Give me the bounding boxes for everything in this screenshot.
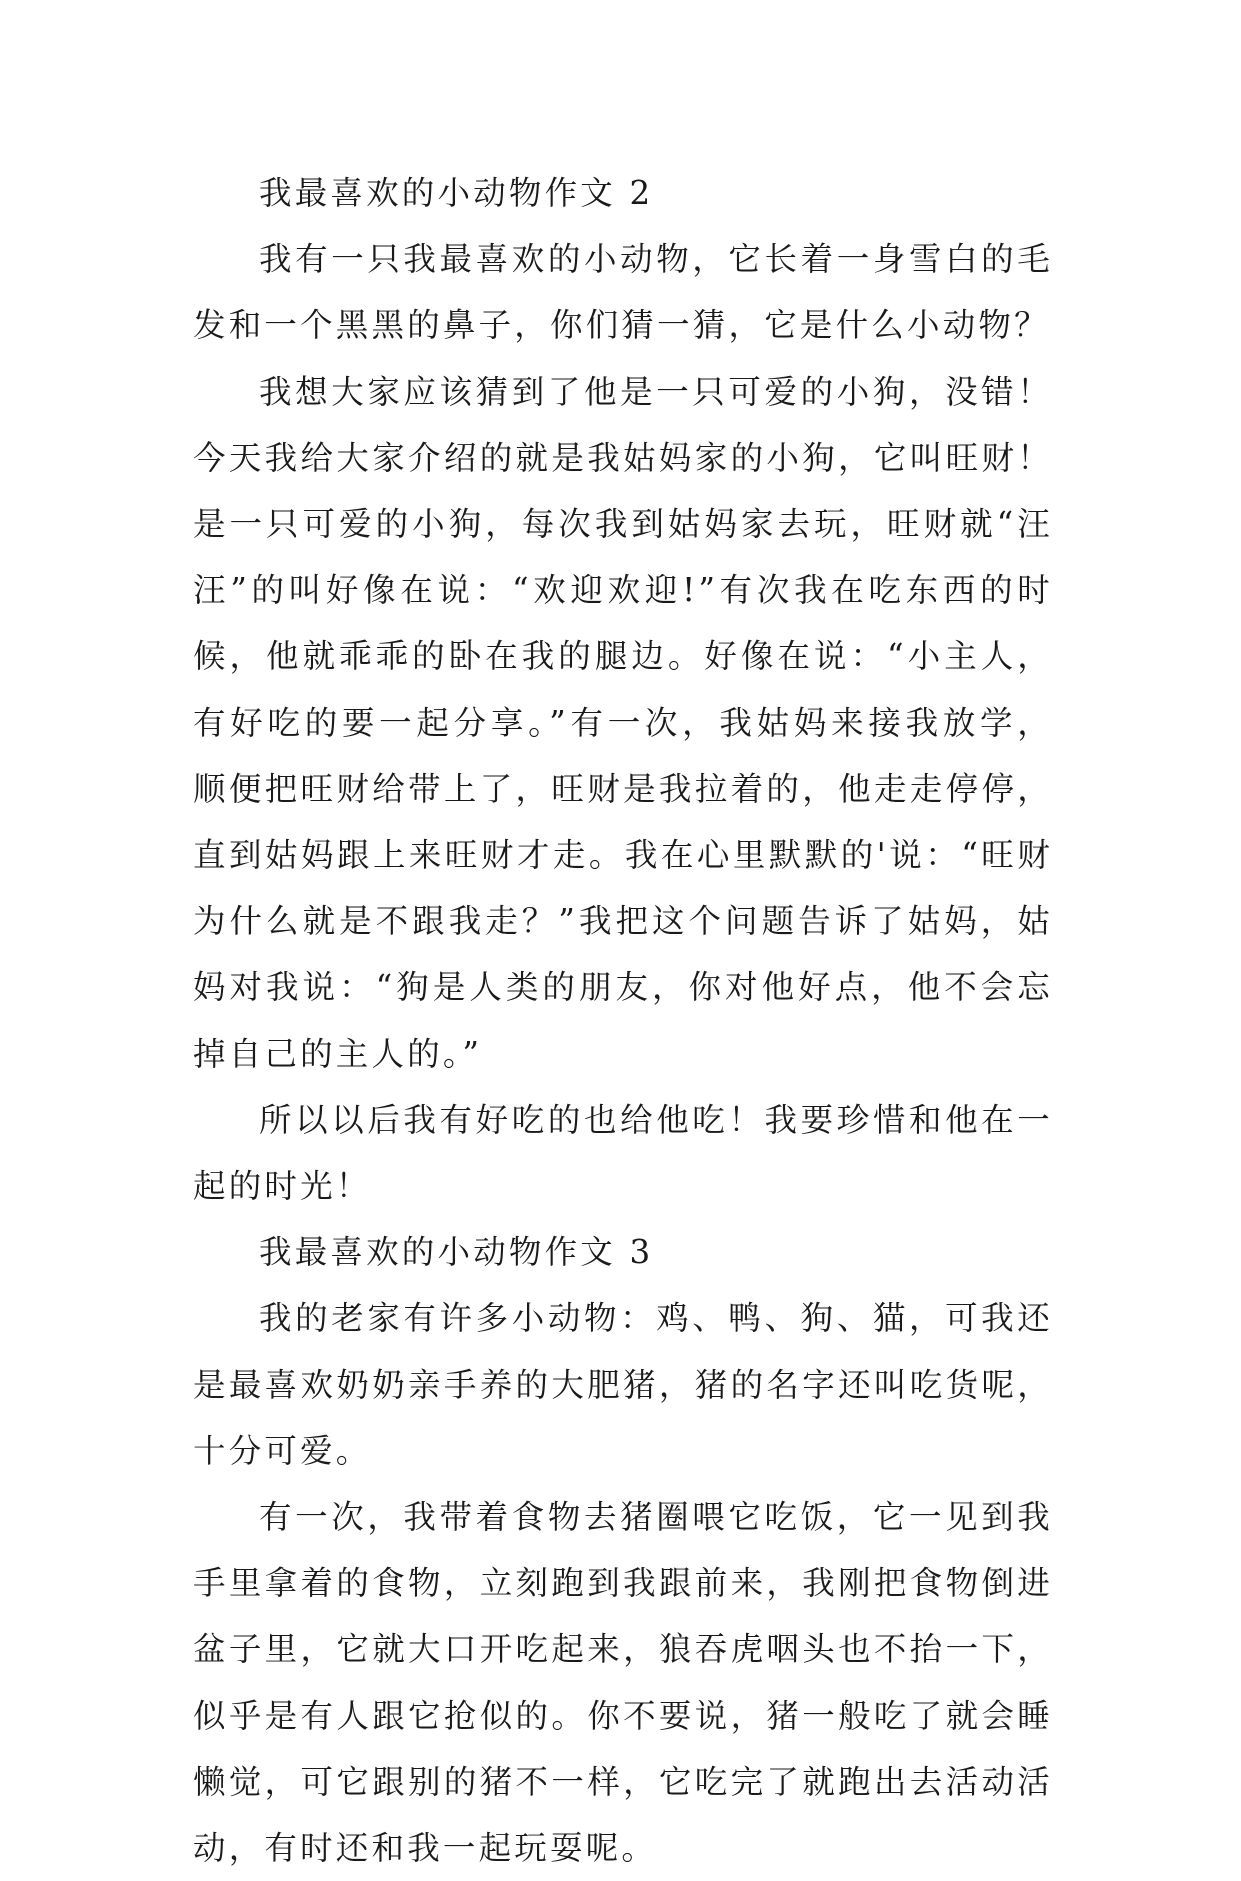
essay-3-paragraph-1: 我的老家有许多小动物：鸡、鸭、狗、猫，可我还是最喜欢奶奶亲手养的大肥猪，猪的名字还叫吃货呢，十分可爱。 — [193, 1299, 1053, 1470]
essay-2-paragraph-1: 我有一只我最喜欢的小动物，它长着一身雪白的毛发和一个黑黑的鼻子，你们猜一猜，它是什么小动物？ — [193, 240, 1053, 345]
essay-title-2: 我最喜欢的小动物作文 2 — [259, 174, 654, 212]
essay-2-paragraph-3: 所以以后我有好吃的也给他吃！我要珍惜和他在一起的时光！ — [193, 1100, 1053, 1206]
essay-title-3: 我最喜欢的小动物作文 3 — [259, 1233, 654, 1272]
essay-3-paragraph-2: 有一次，我带着食物去猪圈喂它吃饭，它一见到我手里拿着的食物，立刻跑到我跟前来，我刚把食物倒进盆子里，它就大口开吃起来，狼吞虎咽头也不抬一下，似乎是有人跟它抢似的。你不要说，猪一般吃了就会睡懒觉，可它跟别的猪不一样，它吃完了就跑出去活动活动，有时还和我一起玩耍呢。 — [193, 1498, 1053, 1868]
document-body — [193, 160, 1053, 1881]
essay-2-paragraph-2: 我想大家应该猜到了他是一只可爱的小狗，没错！今天我给大家介绍的就是我姑妈家的小狗，它叫旺财！是一只可爱的小狗，每次我到姑妈家去玩，旺财就“汪汪”的叫好像在说：“欢迎欢迎!”有次我在吃东西的时候，他就乖乖的卧在我的腿边。好像在说：“小主人，有好吃的要一起分享。”有一次，我姑妈来接我放学，顺便把旺财给带上了，旺财是我拉着的，他走走停停，直到姑妈跟上来旺财才走。我在心里默默的'说：“旺财为什么就是不跟我走？”我把这个问题告诉了姑妈，姑妈对我说：“狗是人类的朋友，你对他好点，他不会忘掉自己的主人的。” — [193, 372, 1053, 1073]
